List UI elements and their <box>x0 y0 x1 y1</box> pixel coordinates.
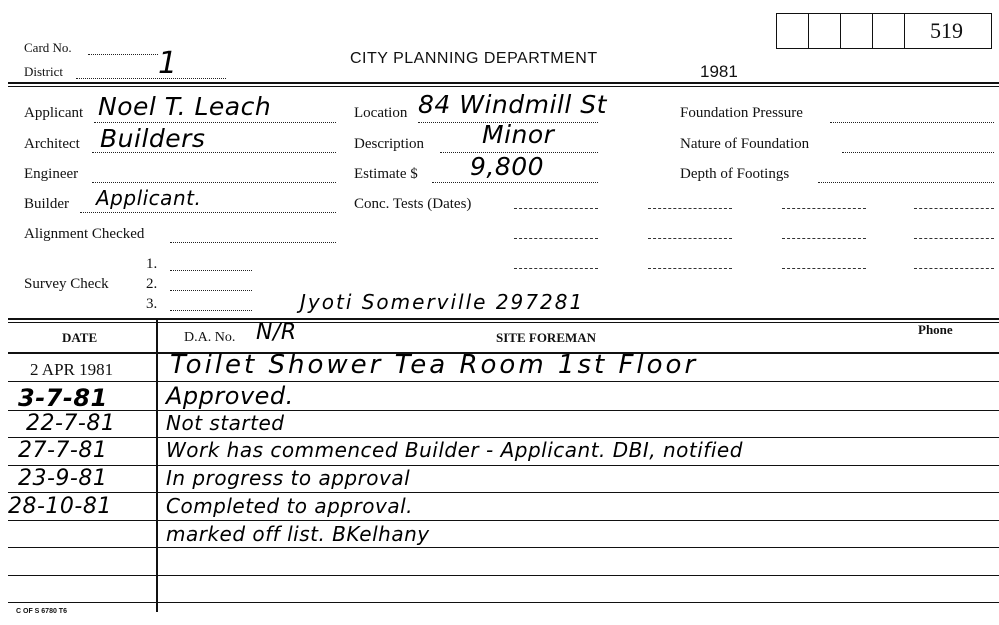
conc-test-line <box>648 208 732 209</box>
foundation-pressure-field <box>830 122 994 123</box>
builder-value: Applicant. <box>96 186 202 210</box>
survey-note: Jyoti Somerville 297281 <box>300 290 585 314</box>
table-row-entry: In progress to approval <box>166 466 411 490</box>
table-row-date: 22-7-81 <box>26 411 116 436</box>
engineer-label: Engineer <box>24 166 79 182</box>
architect-label: Architect <box>24 136 80 152</box>
district-value: 1 <box>158 46 178 81</box>
da-no-value: N/R <box>256 320 297 345</box>
district-field <box>76 78 226 79</box>
card-number-box-4 <box>872 13 906 49</box>
conc-test-line <box>782 268 866 269</box>
conc-test-line <box>914 208 994 209</box>
department-title: CITY PLANNING DEPARTMENT <box>350 50 598 67</box>
conc-test-line <box>914 268 994 269</box>
conc-test-line <box>782 238 866 239</box>
survey-item-2: 2. <box>146 276 158 292</box>
location-value: 84 Windmill St <box>418 90 607 119</box>
alignment-field <box>170 242 336 243</box>
table-row-entry: marked off list. BKelhany <box>166 522 430 546</box>
da-no-label: D.A. No. <box>184 330 236 345</box>
row-line <box>8 547 999 548</box>
depth-of-footings-label: Depth of Footings <box>680 166 790 182</box>
applicant-field <box>94 122 336 123</box>
row-line <box>8 520 999 521</box>
row-line <box>8 575 999 576</box>
conc-test-line <box>514 208 598 209</box>
nature-of-foundation-label: Nature of Foundation <box>680 136 810 152</box>
estimate-field <box>432 182 598 183</box>
table-row-date: 27-7-81 <box>18 438 108 463</box>
estimate-value: 9,800 <box>470 152 545 181</box>
nature-of-foundation-field <box>842 152 994 153</box>
survey-field-2 <box>170 290 252 291</box>
conc-test-line <box>782 208 866 209</box>
table-row-date: 28-10-81 <box>8 494 112 519</box>
row-line <box>8 465 999 466</box>
date-header: DATE <box>62 330 98 345</box>
card-number-box-1 <box>776 13 810 49</box>
site-foreman-header: SITE FOREMAN <box>496 330 597 345</box>
alignment-label: Alignment Checked <box>24 226 145 242</box>
card-number-box-2 <box>808 13 842 49</box>
table-column-divider <box>156 320 158 612</box>
year: 1981 <box>700 62 738 81</box>
survey-field-3 <box>170 310 252 311</box>
table-row-entry: Not started <box>166 411 285 435</box>
header-rule-top <box>8 82 999 84</box>
row-line <box>8 381 999 382</box>
card-no-field <box>88 54 158 55</box>
table-row-entry: Toilet Shower Tea Room 1st Floor <box>170 350 699 380</box>
card-number: 519 <box>930 18 963 43</box>
table-row-date: 23-9-81 <box>18 466 108 491</box>
estimate-label: Estimate $ <box>354 166 418 182</box>
builder-label: Builder <box>24 196 69 212</box>
survey-check-label: Survey Check <box>24 276 109 292</box>
card-no-label: Card No. <box>24 40 72 55</box>
form-code: C OF S 6780 T6 <box>16 608 67 615</box>
engineer-field <box>92 182 336 183</box>
conc-tests-label: Conc. Tests (Dates) <box>354 196 472 212</box>
table-row-entry: Completed to approval. <box>166 494 413 518</box>
applicant-value: Noel T. Leach <box>98 92 272 121</box>
architect-value: Builders <box>100 124 206 153</box>
survey-item-1: 1. <box>146 256 158 272</box>
survey-item-3: 3. <box>146 296 158 312</box>
conc-test-line <box>514 238 598 239</box>
conc-test-line <box>514 268 598 269</box>
location-label: Location <box>354 105 408 121</box>
conc-test-line <box>648 238 732 239</box>
table-row-date: 2 APR 1981 <box>30 360 114 379</box>
depth-of-footings-field <box>818 182 994 183</box>
table-row-date: 3-7-81 <box>18 384 108 412</box>
row-line <box>8 492 999 493</box>
district-label: District <box>24 64 63 79</box>
survey-field-1 <box>170 270 252 271</box>
description-label: Description <box>354 136 424 152</box>
foundation-pressure-label: Foundation Pressure <box>680 105 803 121</box>
phone-header: Phone <box>918 322 953 337</box>
description-value: Minor <box>482 120 555 149</box>
row-line <box>8 410 999 411</box>
card-number-box-3 <box>840 13 874 49</box>
row-line <box>8 602 999 603</box>
table-row-entry: Work has commenced Builder - Applicant. DBI, notified <box>166 438 743 462</box>
header-rule-bottom <box>8 86 999 87</box>
table-row-entry: Approved. <box>166 382 294 410</box>
conc-test-line <box>914 238 994 239</box>
applicant-label: Applicant <box>24 105 84 121</box>
conc-test-line <box>648 268 732 269</box>
builder-field <box>80 212 336 213</box>
